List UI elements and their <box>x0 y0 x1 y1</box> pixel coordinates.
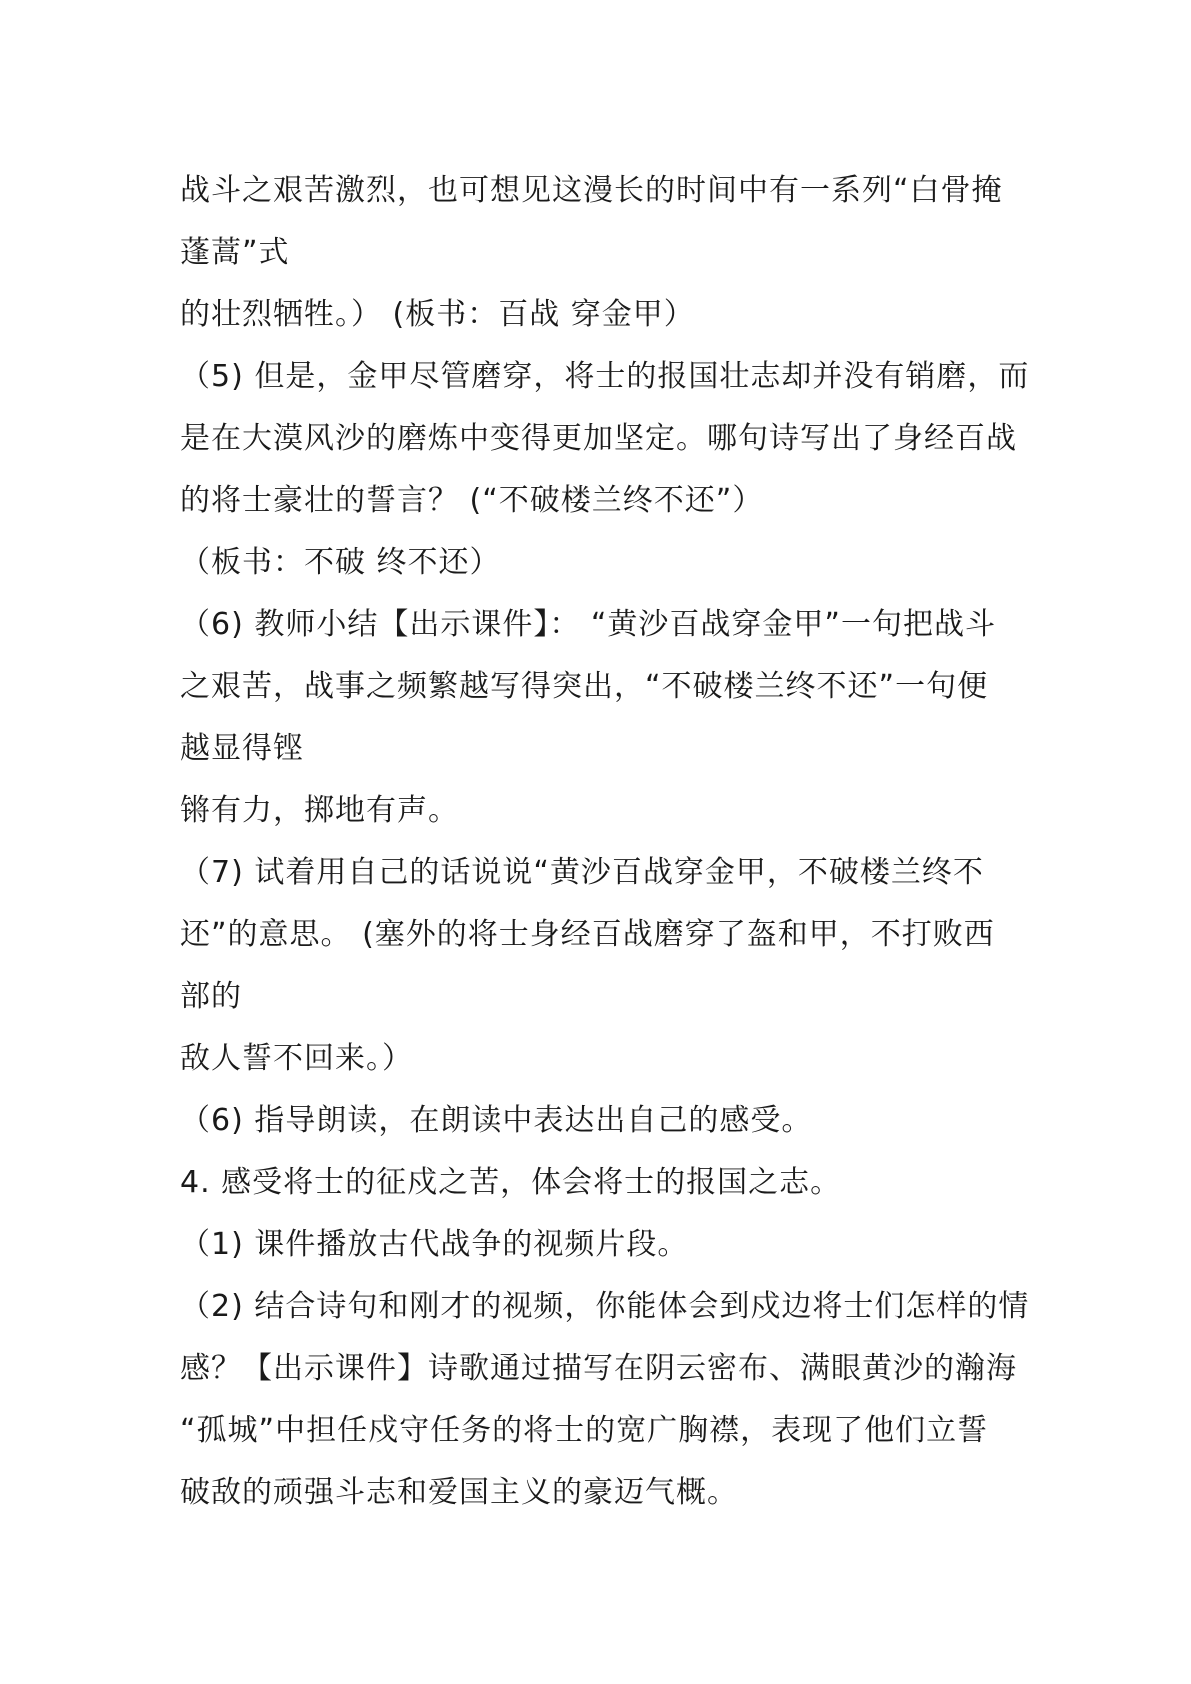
text-line: 锵有力，掷地有声。 <box>180 793 459 828</box>
text-line: 之艰苦，战事之频繁越写得突出，“不破楼兰终不还”一句便 <box>180 669 989 704</box>
text-line: “孤城”中担任戍守任务的将士的宽广胸襟，表现了他们立誓 <box>180 1413 989 1448</box>
text-line: 感？【出示课件】诗歌通过描写在阴云密布、满眼黄沙的瀚海 <box>180 1351 1017 1386</box>
text-line: 战斗之艰苦激烈，也可想见这漫长的时间中有一系列“白骨掩 <box>180 173 1003 208</box>
body-text <box>180 160 1030 1524</box>
text-line: 越显得铿 <box>180 731 304 766</box>
text-line: （6) 教师小结【出示课件】： “黄沙百战穿金甲”一句把战斗 <box>180 607 996 642</box>
text-line: 破敌的顽强斗志和爱国主义的豪迈气概。 <box>180 1475 738 1510</box>
text-line: （2) 结合诗句和刚才的视频，你能体会到戍边将士们怎样的情 <box>180 1289 1030 1324</box>
text-line: （7) 试着用自己的话说说“黄沙百战穿金甲，不破楼兰终不 <box>180 855 984 890</box>
text-line: 部的 <box>180 979 242 1014</box>
text-line: 蓬蒿”式 <box>180 235 290 270</box>
text-line: （1) 课件播放古代战争的视频片段。 <box>180 1227 689 1262</box>
text-line: 4. 感受将士的征戍之苦，体会将士的报国之志。 <box>180 1165 842 1200</box>
text-line: （6) 指导朗读，在朗读中表达出自己的感受。 <box>180 1103 813 1138</box>
text-line: 敌人誓不回来。） <box>180 1041 413 1076</box>
text-line: （板书：不破 终不还） <box>180 545 501 580</box>
text-line: 的将士豪壮的誓言？ (“不破楼兰终不还”） <box>180 483 764 518</box>
text-line: 的壮烈牺牲。） (板书：百战 穿金甲） <box>180 297 695 332</box>
text-line: 还”的意思。 (塞外的将士身经百战磨穿了盔和甲，不打败西 <box>180 917 995 952</box>
text-line: 是在大漠风沙的磨炼中变得更加坚定。哪句诗写出了身经百战 <box>180 421 1017 456</box>
text-line: （5) 但是，金甲尽管磨穿，将士的报国壮志却并没有销磨，而 <box>180 359 1030 394</box>
